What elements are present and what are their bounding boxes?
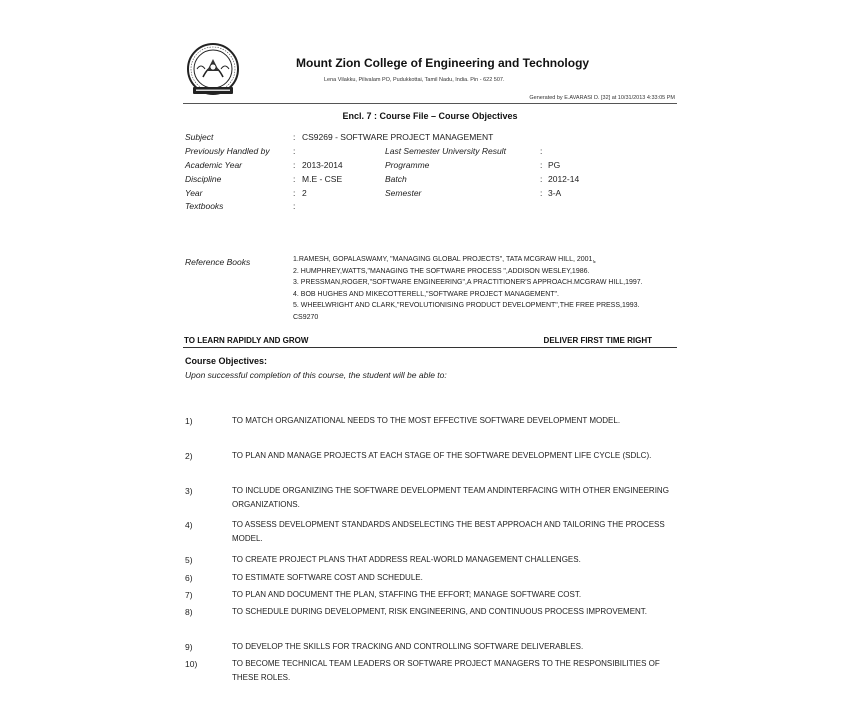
last-result-colon: :	[540, 146, 543, 156]
reference-book-item: 5. WHEELWRIGHT AND CLARK,"REVOLUTIONISING PRODUCT DEVELOPMENT",THE FREE PRESS,1993.	[293, 302, 640, 309]
programme-value: PG	[548, 160, 561, 170]
reference-books-list	[293, 254, 643, 323]
college-address: Lena Vilakku, Pilivalam PO, Pudukkottai, Tamil Nadu, India. Pin - 622 507.	[324, 77, 505, 83]
semester-colon: :	[540, 188, 543, 198]
objective-number: 3)	[185, 486, 193, 496]
reference-book-item: 1.RAMESH, GOPALASWAMY, "MANAGING GLOBAL PROJECTS", TATA MCGRAW HILL, 2001.̳	[293, 256, 595, 263]
subject-value: CS9269 - SOFTWARE PROJECT MANAGEMENT	[302, 132, 494, 142]
course-objectives-heading: Course Objectives:	[185, 356, 268, 366]
objective-number: 6)	[185, 573, 193, 583]
objective-number: 8)	[185, 607, 193, 617]
course-objectives-intro: Upon successful completion of this course, the student will be able to:	[185, 370, 447, 380]
objective-text: TO ASSESS DEVELOPMENT STANDARDS ANDSELECTING THE BEST APPROACH AND TAILORING THE PROCESS MODEL.	[232, 520, 665, 543]
objective-number: 10)	[185, 659, 198, 669]
year-colon: :	[293, 188, 296, 198]
reference-book-item: 2. HUMPHREY,WATTS,"MANAGING THE SOFTWARE PROCESS ",ADDISON WESLEY,1986.	[293, 267, 590, 275]
textbooks-colon: :	[293, 201, 296, 211]
objective-text: TO CREATE PROJECT PLANS THAT ADDRESS REAL-WORLD MANAGEMENT CHALLENGES.	[232, 555, 581, 564]
discipline-colon: :	[293, 174, 296, 184]
academic-year-colon: :	[293, 160, 296, 170]
discipline-label: Discipline	[185, 174, 222, 184]
college-seal-icon	[183, 41, 243, 101]
semester-value: 3-A	[548, 188, 562, 198]
year-label: Year	[185, 188, 203, 198]
objective-text: TO BECOME TECHNICAL TEAM LEADERS OR SOFTWARE PROJECT MANAGERS TO THE RESPONSIBILITIES OF THESE ROLES.	[232, 659, 660, 682]
handled-by-label: Previously Handled by	[185, 146, 270, 156]
objective-text: TO PLAN AND DOCUMENT THE PLAN, STAFFING THE EFFORT; MANAGE SOFTWARE COST.	[232, 590, 582, 599]
programme-colon: :	[540, 160, 543, 170]
motto-left: TO LEARN RAPIDLY AND GROW	[184, 336, 309, 345]
reference-book-item: 4. BOB HUGHES AND MIKECOTTERELL,"SOFTWARE PROJECT MANAGEMENT".	[293, 290, 559, 298]
objective-text: TO ESTIMATE SOFTWARE COST AND SCHEDULE.	[232, 573, 423, 582]
handled-by-colon: :	[293, 146, 296, 156]
academic-year-value: 2013-2014	[302, 160, 343, 170]
objective-text: TO PLAN AND MANAGE PROJECTS AT EACH STAGE OF THE SOFTWARE DEVELOPMENT LIFE CYCLE (SDLC).	[232, 451, 652, 460]
generated-by-line: Generated by E.AVARASI D. [32] at 10/31/2013 4:33:05 PM	[529, 95, 675, 101]
discipline-value: M.E - CSE	[302, 174, 343, 184]
semester-label: Semester	[385, 188, 422, 198]
objective-text: TO INCLUDE ORGANIZING THE SOFTWARE DEVELOPMENT TEAM ANDINTERFACING WITH OTHER ENGINEERING ORGANIZATIONS.	[232, 486, 669, 509]
last-result-label: Last Semester University Result	[385, 146, 506, 156]
objective-text: TO SCHEDULE DURING DEVELOPMENT, RISK ENGINEERING, AND CONTINUOUS PROCESS IMPROVEMENT.	[232, 607, 648, 616]
objective-number: 1)	[185, 416, 193, 426]
motto-divider	[183, 347, 677, 348]
enclosure-title: Encl. 7 : Course File – Course Objectives	[342, 111, 518, 121]
year-value: 2	[302, 188, 307, 198]
academic-year-label: Academic Year	[185, 160, 243, 170]
batch-colon: :	[540, 174, 543, 184]
objective-number: 7)	[185, 590, 193, 600]
reference-book-item: CS9270	[293, 313, 319, 321]
batch-value: 2012-14	[548, 174, 580, 184]
objective-number: 5)	[185, 555, 193, 565]
programme-label: Programme	[385, 160, 430, 170]
objective-number: 9)	[185, 642, 193, 652]
objective-number: 2)	[185, 451, 193, 461]
motto-right: DELIVER FIRST TIME RIGHT	[543, 336, 652, 345]
batch-label: Batch	[385, 174, 407, 184]
college-name: Mount Zion College of Engineering and Technology	[296, 56, 590, 70]
objective-number: 4)	[185, 520, 193, 530]
objective-text: TO DEVELOP THE SKILLS FOR TRACKING AND CONTROLLING SOFTWARE DELIVERABLES.	[232, 642, 584, 651]
header-divider	[183, 103, 677, 104]
textbooks-label: Textbooks	[185, 201, 224, 211]
subject-colon: :	[293, 132, 296, 142]
reference-book-item: 3. PRESSMAN,ROGER,"SOFTWARE ENGINEERING",A PRACTITIONER'S APPROACH.MCGRAW HILL,1997.	[293, 279, 643, 286]
reference-books-label: Reference Books	[185, 257, 251, 267]
objective-text: TO MATCH ORGANIZATIONAL NEEDS TO THE MOST EFFECTIVE SOFTWARE DEVELOPMENT MODEL.	[232, 416, 621, 425]
subject-label: Subject	[185, 132, 214, 142]
